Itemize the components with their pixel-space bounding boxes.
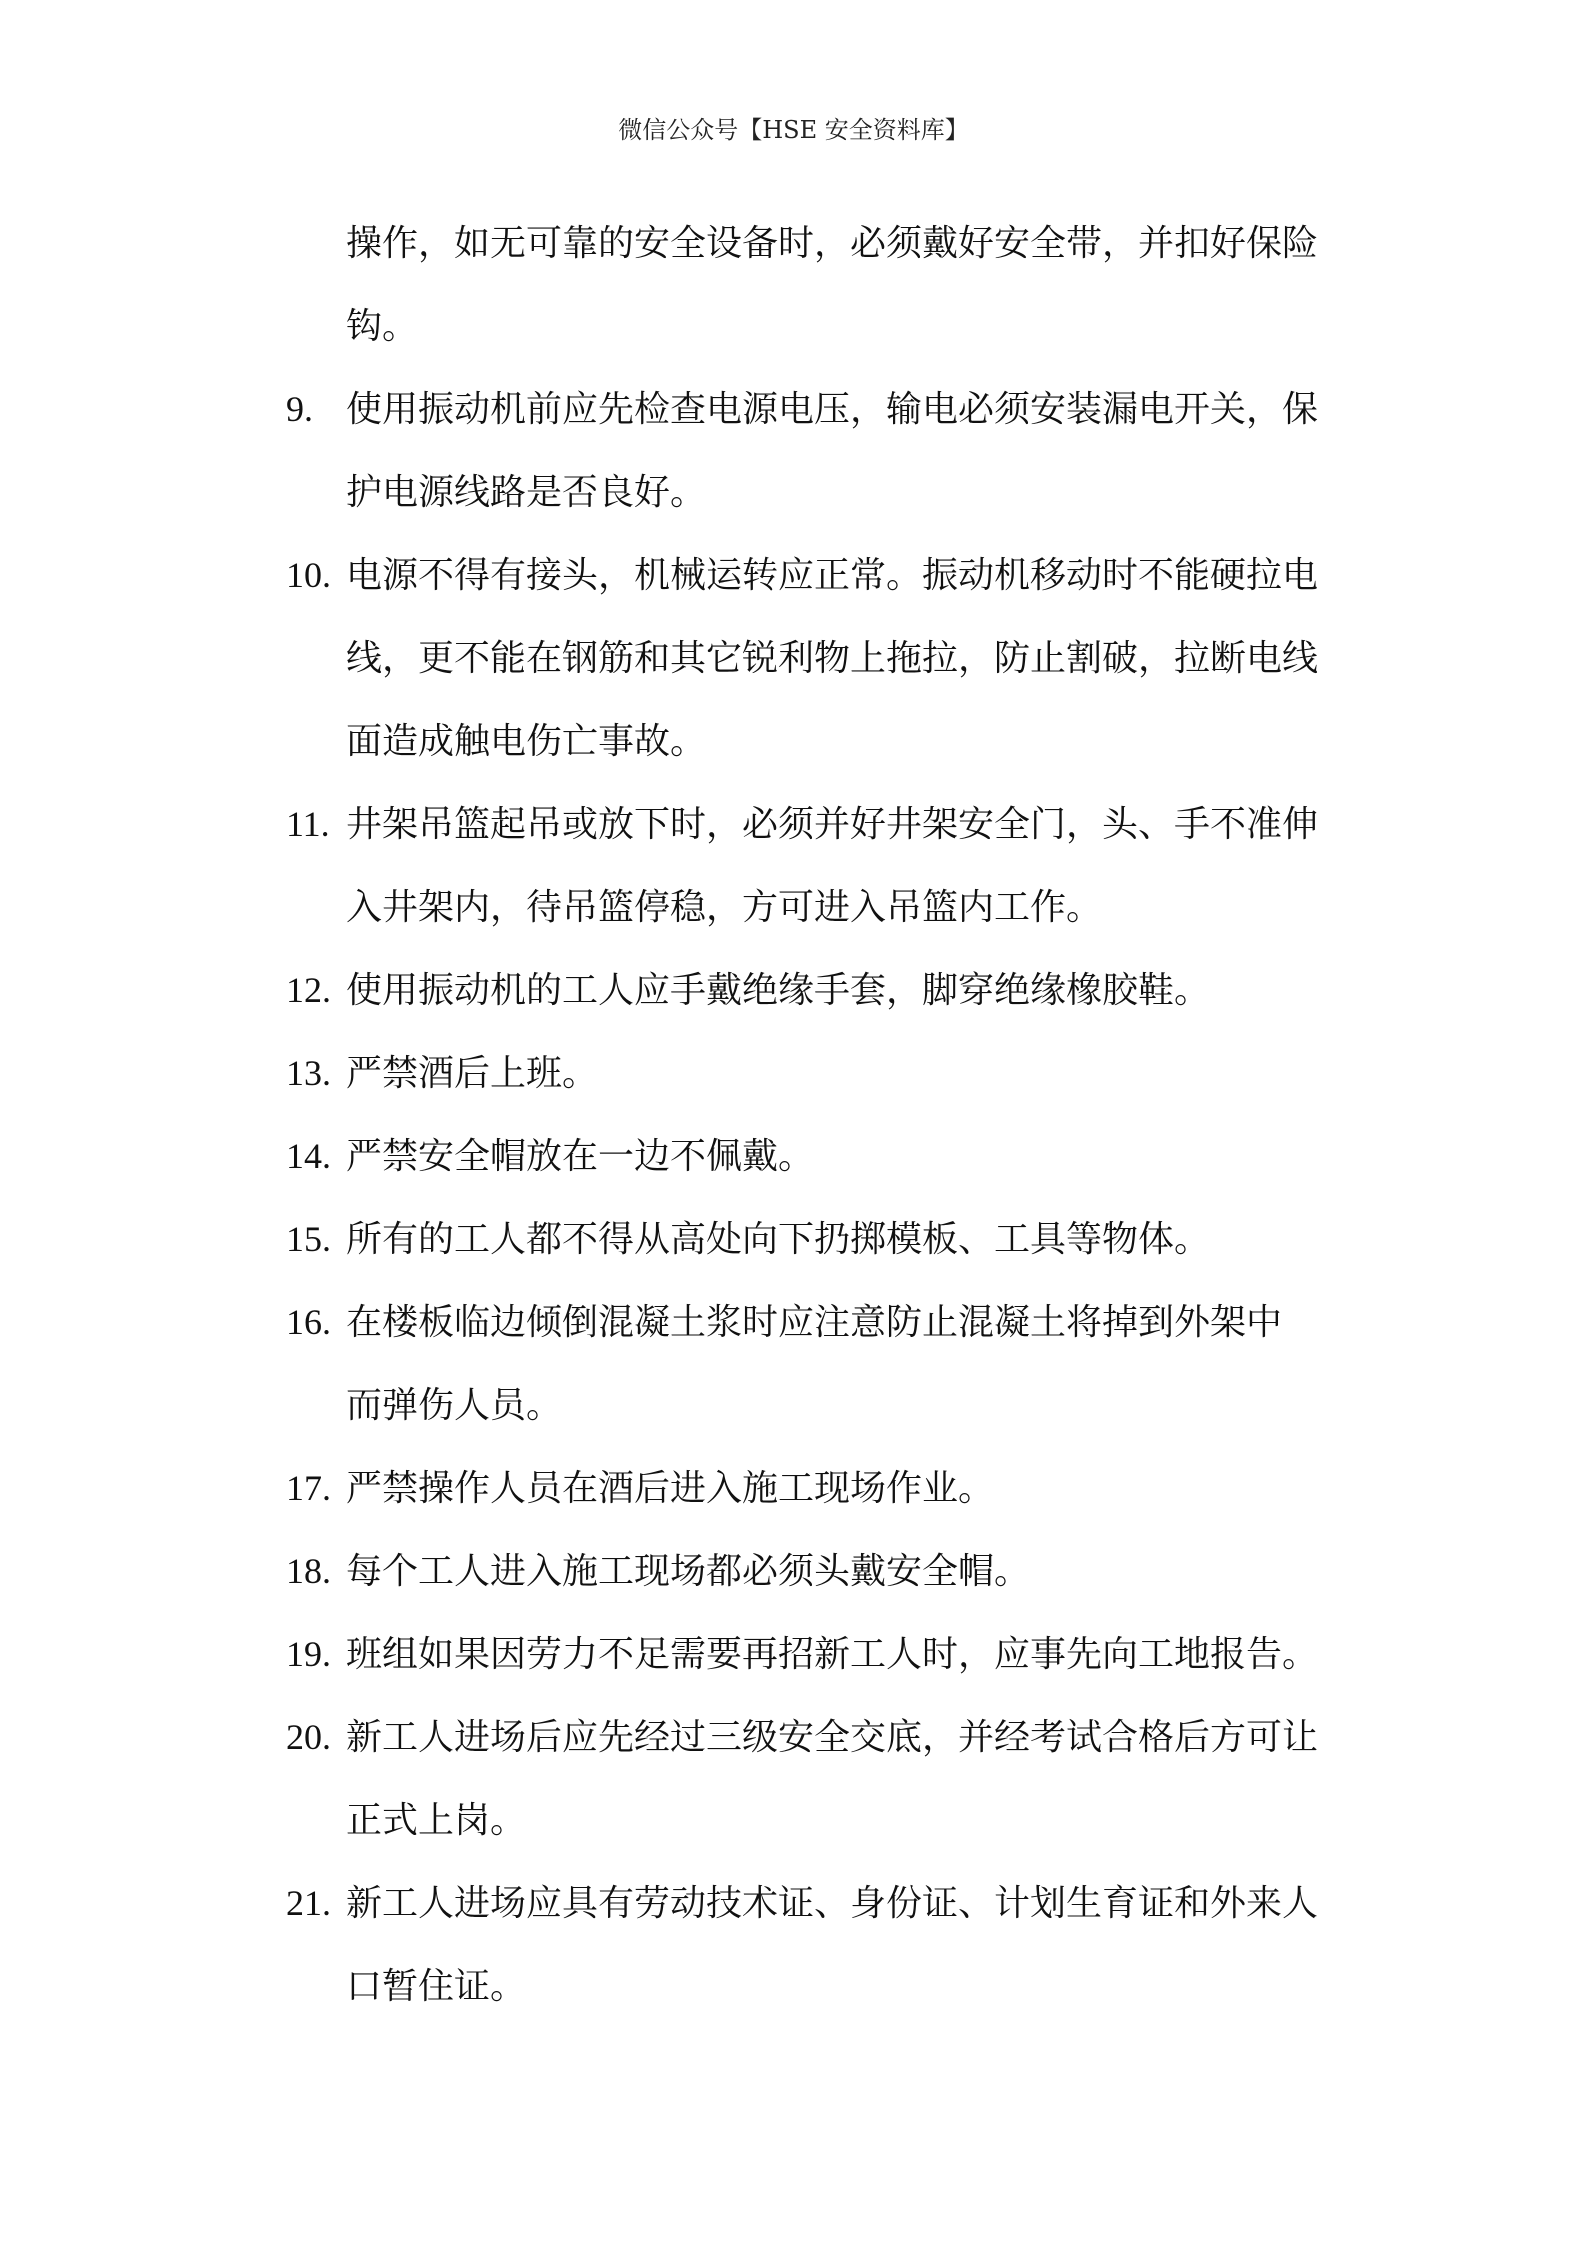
- list-item: [0, 783, 1346, 949]
- list-item-text-line: 使用振动机前应先检查电源电压，输电必须安装漏电开关，保: [346, 389, 1319, 430]
- list-item-text-line: 所有的工人都不得从高处向下扔掷模板、工具等物体。: [346, 1219, 1211, 1260]
- list-item-text-line: 电源不得有接头，机械运转应正常。振动机移动时不能硬拉电: [346, 555, 1319, 596]
- list-item: [0, 1032, 1346, 1115]
- list-item-number: 9.: [286, 389, 313, 429]
- page-header: 微信公众号【HSE 安全资料库】: [618, 116, 969, 144]
- list-item: [0, 1198, 1346, 1281]
- list-item-text-line: 正式上岗。: [346, 1800, 527, 1841]
- list-item: [0, 1530, 1346, 1613]
- list-item-number: 20.: [286, 1717, 331, 1757]
- list-item-number: 14.: [286, 1136, 331, 1176]
- list-item-text-line: 线，更不能在钢筋和其它锐利物上拖拉，防止割破，拉断电线: [346, 638, 1319, 679]
- continuation-paragraph: [346, 202, 1346, 368]
- list-item-text-line: 井架吊篮起吊或放下时，必须并好井架安全门，头、手不准伸: [346, 804, 1319, 845]
- list-item-number: 11.: [286, 804, 330, 844]
- list-item-text-line: 严禁安全帽放在一边不佩戴。: [346, 1136, 815, 1177]
- list-item-number: 15.: [286, 1219, 331, 1259]
- list-item-number: 16.: [286, 1302, 331, 1342]
- list-item-text-line: 使用振动机的工人应手戴绝缘手套，脚穿绝缘橡胶鞋。: [346, 970, 1211, 1011]
- list-item-number: 12.: [286, 970, 331, 1010]
- list-item-text-line: 每个工人进入施工现场都必须头戴安全帽。: [346, 1551, 1031, 1592]
- list-item: [0, 1862, 1346, 2028]
- list-item-text-line: 在楼板临边倾倒混凝土浆时应注意防止混凝土将掉到外架中: [346, 1302, 1283, 1343]
- list-item-text-line: 班组如果因劳力不足需要再招新工人时，应事先向工地报告。: [346, 1634, 1319, 1675]
- list-item: [0, 368, 1346, 534]
- list-item-text-line: 口暂住证。: [346, 1966, 527, 2007]
- list-item-text-line: 而弹伤人员。: [346, 1385, 563, 1426]
- list-item-text-line: 护电源线路是否良好。: [346, 472, 707, 513]
- list-item: [0, 1115, 1346, 1198]
- list-item: [0, 1696, 1346, 1862]
- list-item-number: 17.: [286, 1468, 331, 1508]
- list-item-text-line: 面造成触电伤亡事故。: [346, 721, 707, 762]
- list-item-number: 13.: [286, 1053, 331, 1093]
- list-item-number: 10.: [286, 555, 331, 595]
- document-body: [0, 202, 1587, 2028]
- list-item-text-line: 新工人进场应具有劳动技术证、身份证、计划生育证和外来人: [346, 1883, 1319, 1924]
- list-item-number: 19.: [286, 1634, 331, 1674]
- list-item-text-line: 严禁操作人员在酒后进入施工现场作业。: [346, 1468, 995, 1509]
- list-item-text-line: 新工人进场后应先经过三级安全交底，并经考试合格后方可让: [346, 1717, 1319, 1758]
- list-item: [0, 1447, 1346, 1530]
- numbered-list: [0, 368, 1587, 2028]
- list-item: [0, 534, 1346, 783]
- list-item-number: 21.: [286, 1883, 331, 1923]
- list-item: [0, 1281, 1346, 1447]
- continuation-line: 钩。: [346, 306, 419, 347]
- list-item: [0, 949, 1346, 1032]
- list-item-text-line: 入井架内，待吊篮停稳，方可进入吊篮内工作。: [346, 887, 1103, 928]
- list-item-number: 18.: [286, 1551, 331, 1591]
- list-item-text-line: 严禁酒后上班。: [346, 1053, 599, 1094]
- continuation-line: 操作，如无可靠的安全设备时，必须戴好安全带，并扣好保险: [346, 223, 1319, 264]
- list-item: [0, 1613, 1346, 1696]
